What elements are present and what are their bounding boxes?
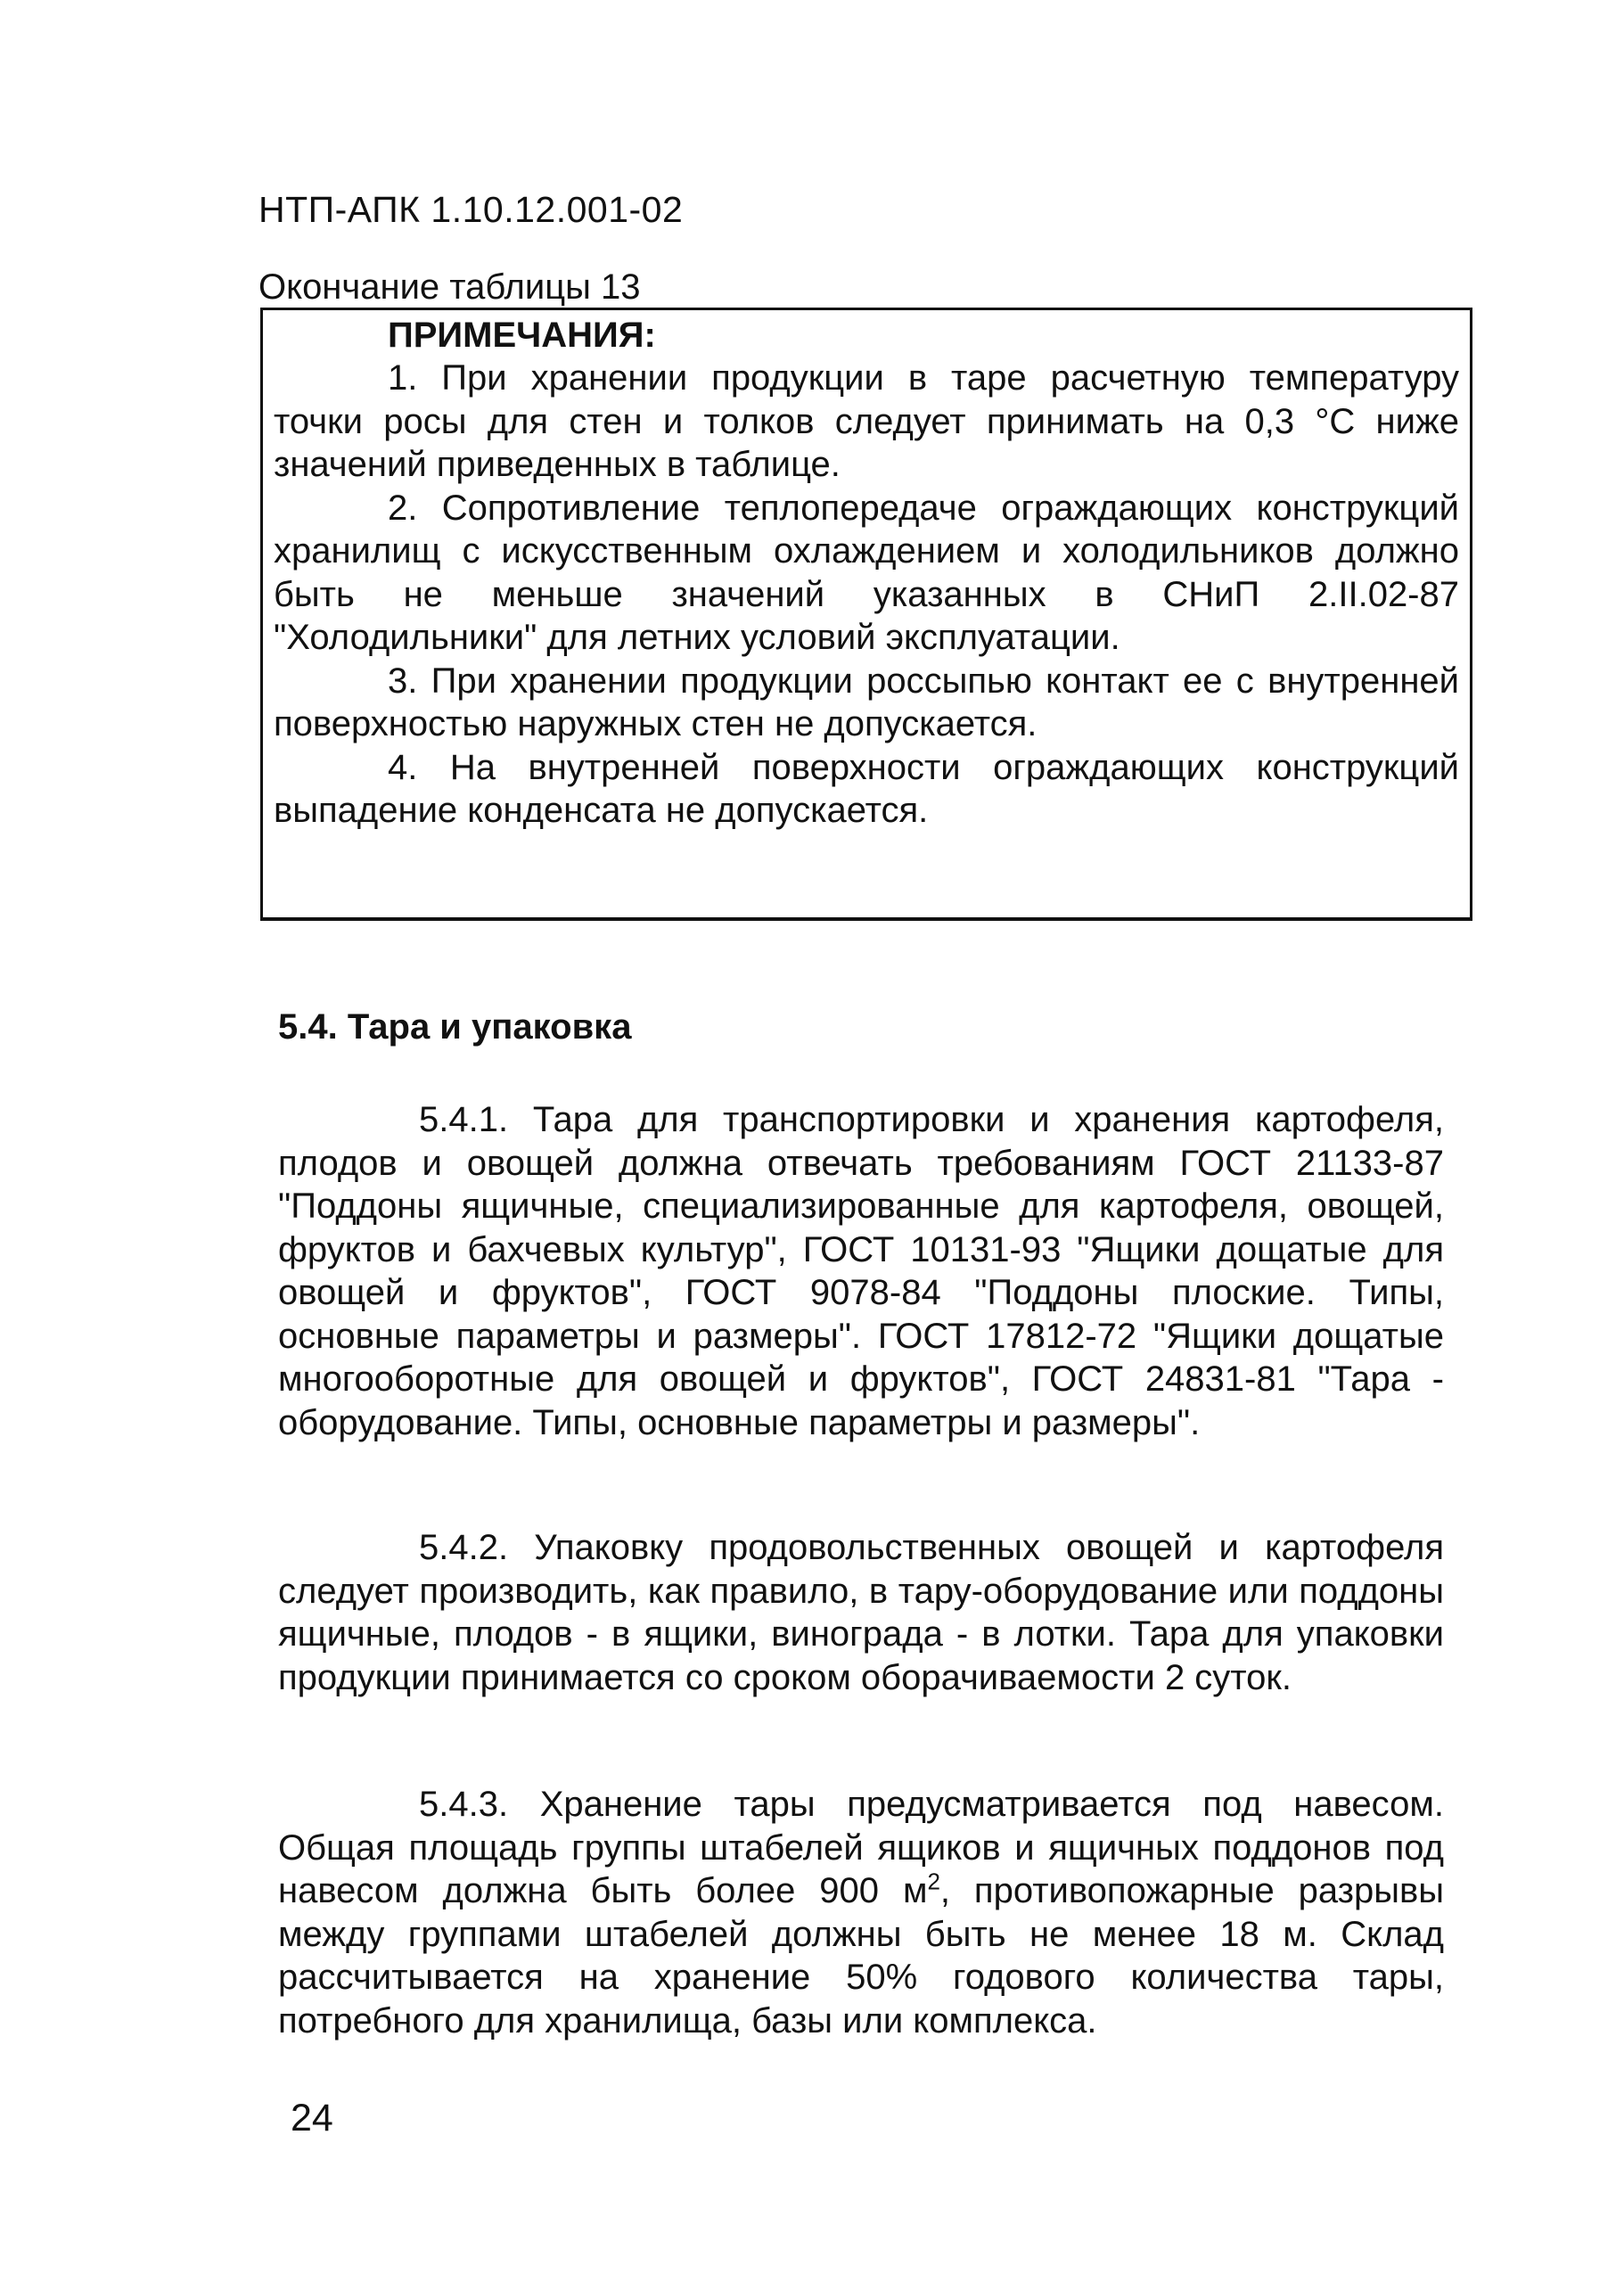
note-item: 4. На внутренней поверхности ограждающих конструкций выпадение конденсата не допускается. (274, 747, 1459, 830)
paragraph-5-4-1: 5.4.1. Тара для транспортировки и хранения картофеля, плодов и овощей должна отвечать требованиям ГОСТ 21133-87 "Поддоны ящичные, специализированные для картофеля, овощей, фруктов и бахчевых культур", ГОСТ 10131-93 "Ящики дощатые для овощей и фруктов", ГОСТ 9078-84 "Поддоны плоские. Типы, основные параметры и размеры". ГОСТ 17812-72 "Ящики дощатые многооборотные для овощей и фруктов", ГОСТ 24831-81 "Тара - оборудование. Типы, основные параметры и размеры". (278, 1100, 1444, 1442)
table-continuation-caption: Окончание таблицы 13 (258, 267, 641, 307)
superscript: 2 (927, 1868, 940, 1895)
notes-title: ПРИМЕЧАНИЯ: (388, 316, 656, 355)
paragraph-5-4-3 (278, 1783, 1444, 2042)
notes-table (260, 308, 1472, 921)
note-item: 2. Сопротивление теплопередаче ограждающих конструкций хранилищ с искусственным охлаждением и холодильников должно быть не меньше значений указанных в СНиП 2.II.02-87 "Холодильники" для летних условий эксплуатации. (274, 488, 1459, 657)
page-number: 24 (291, 2097, 333, 2139)
section-heading: 5.4. Тара и упаковка (278, 1007, 632, 1047)
paragraph-text: , противопожарные разрывы между группами штабелей должны быть не менее 18 м. Склад рассчитывается на хранение 50% годового количества тары, потребного для хранилища, базы или комплекса. (278, 1871, 1444, 2041)
note-item: 1. При хранении продукции в таре расчетную температуру точки росы для стен и толков следует принимать на 0,3 °С ниже значений приведенных в таблице. (274, 358, 1459, 484)
note-item: 3. При хранении продукции россыпью контакт ее с внутренней поверхностью наружных стен не допускается. (274, 661, 1459, 743)
document-code: НТП-АПК 1.10.12.001-02 (258, 189, 684, 230)
paragraph-text: 5.4.3. Хранение тары предусматривается под навесом. Общая площадь группы штабелей ящиков и ящичных поддонов под навесом должна быть более 900 м (278, 1785, 1444, 1910)
paragraph-5-4-2: 5.4.2. Упаковку продовольственных овощей и картофеля следует производить, как правило, в тару-оборудование или поддоны ящичные, плодов - в ящики, винограда - в лотки. Тара для упаковки продукции принимается со сроком оборачиваемости 2 суток. (278, 1528, 1444, 1697)
